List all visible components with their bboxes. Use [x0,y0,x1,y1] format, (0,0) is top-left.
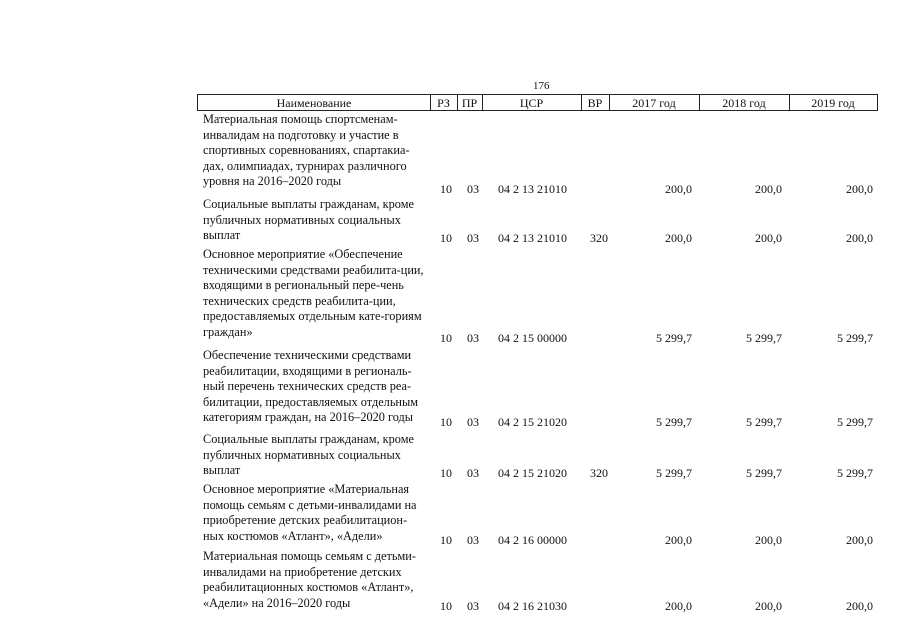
row-csr: 04 2 15 21020 [498,466,567,480]
row-pr: 03 [467,331,479,345]
header-2017: 2017 год [609,95,700,110]
row-2018: 200,0 [755,599,782,613]
row-2017: 5 299,7 [656,415,692,429]
row-name: Материальная помощь спортсменам-инвалидам на подготовку и участие в спортивных соревнованиях, спартакиа-дах, олимпиадах, турнирах различного уровня на 2016–2020 годы [203,112,410,189]
row-name: Основное мероприятие «Материальная помощь семьям с детьми-инвалидами на приобретение детских реабилитацион-ных костюмов «Атлант», «Адели» [203,482,417,543]
row-vr: 320 [590,466,608,480]
row-2018: 5 299,7 [746,466,782,480]
header-csr: ЦСР [482,95,582,110]
row-csr: 04 2 15 21020 [498,415,567,429]
row-vr: 320 [590,231,608,245]
row-2019: 5 299,7 [837,415,873,429]
header-2018: 2018 год [699,95,790,110]
row-2019: 200,0 [846,599,873,613]
row-2019: 200,0 [846,182,873,196]
row-pr: 03 [467,599,479,613]
row-csr: 04 2 15 00000 [498,331,567,345]
table-header [197,94,878,111]
row-2017: 200,0 [665,182,692,196]
row-2019: 200,0 [846,533,873,547]
row-2018: 5 299,7 [746,415,782,429]
row-csr: 04 2 13 21010 [498,231,567,245]
row-csr: 04 2 16 21030 [498,599,567,613]
row-csr: 04 2 13 21010 [498,182,567,196]
header-rz: РЗ [430,95,458,110]
header-2019: 2019 год [811,96,855,110]
row-name: Материальная помощь семьям с детьми-инвалидами на приобретение детских реабилитационных костюмов «Атлант», «Адели» на 2016–2020 годы [203,549,416,610]
row-name: Социальные выплаты гражданам, кроме публичных нормативных социальных выплат [203,197,414,243]
row-2019: 200,0 [846,231,873,245]
row-2018: 200,0 [755,533,782,547]
row-2017: 200,0 [665,599,692,613]
row-rz: 10 [440,231,452,245]
row-pr: 03 [467,466,479,480]
row-name: Социальные выплаты гражданам, кроме публичных нормативных социальных выплат [203,432,414,478]
row-rz: 10 [440,533,452,547]
row-2017: 5 299,7 [656,331,692,345]
row-rz: 10 [440,599,452,613]
row-rz: 10 [440,466,452,480]
row-pr: 03 [467,415,479,429]
row-rz: 10 [440,331,452,345]
row-2018: 5 299,7 [746,331,782,345]
row-2019: 5 299,7 [837,331,873,345]
row-pr: 03 [467,231,479,245]
row-rz: 10 [440,415,452,429]
row-2017: 200,0 [665,231,692,245]
header-pr: ПР [457,95,483,110]
row-pr: 03 [467,182,479,196]
page-number: 176 [533,80,550,92]
header-name: Наименование [198,95,431,110]
row-2017: 200,0 [665,533,692,547]
row-name: Основное мероприятие «Обеспечение техническими средствами реабилита-ции, входящими в региональный пере-чень технических средств реабилита-ции, предоставляемых отдельным кате-гориям граждан» [203,247,424,339]
row-name: Обеспечение техническими средствами реабилитации, входящими в региональ-ный перечень технических средств реа-билитации, предоставляемых отдельным категориям граждан, на 2016–2020 годы [203,348,419,425]
header-vr: ВР [581,95,610,110]
row-2018: 200,0 [755,231,782,245]
row-pr: 03 [467,533,479,547]
row-2018: 200,0 [755,182,782,196]
row-2019: 5 299,7 [837,466,873,480]
row-2017: 5 299,7 [656,466,692,480]
row-rz: 10 [440,182,452,196]
row-csr: 04 2 16 00000 [498,533,567,547]
